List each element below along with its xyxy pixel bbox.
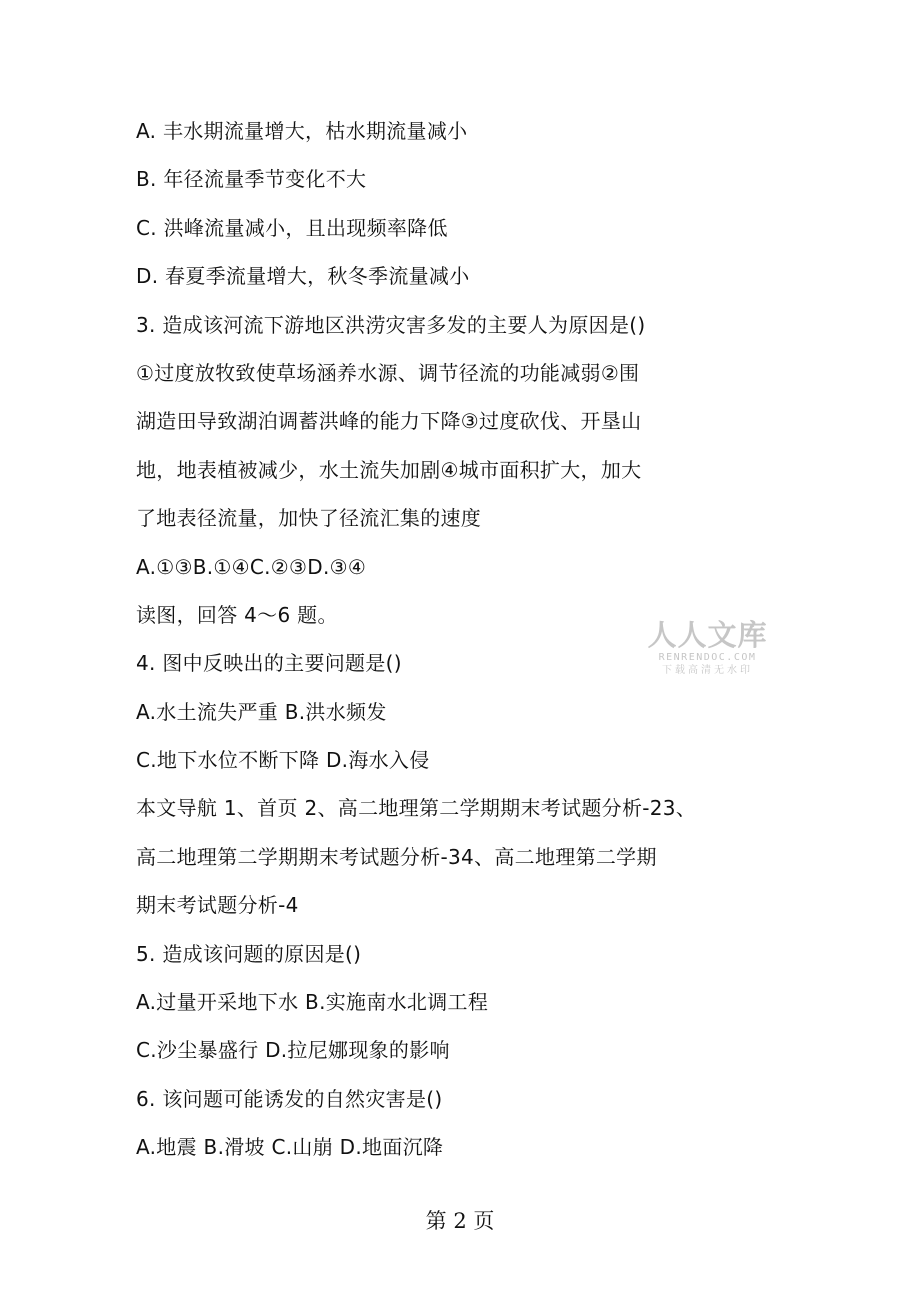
watermark-title: 人人文库: [647, 618, 768, 652]
question-3-text-line-1: ①过度放牧致使草场涵养水源、调节径流的功能减弱②围: [136, 360, 640, 385]
watermark-subtitle: 下载高清无水印: [662, 665, 753, 676]
article-navigation-line-3: 期末考试题分析-4: [136, 893, 299, 918]
question-6: 6. 该问题可能诱发的自然灾害是(): [136, 1086, 443, 1111]
option-c-q2: C. 洪峰流量减小，且出现频率降低: [136, 215, 448, 240]
reading-instruction: 读图，回答 4〜6 题。: [136, 602, 338, 627]
question-3-text-line-2: 湖造田导致湖泊调蓄洪峰的能力下降③过度砍伐、开垦山: [136, 409, 642, 434]
article-navigation-line-2: 高二地理第二学期期末考试题分析-34、高二地理第二学期: [136, 844, 657, 869]
question-5-options-cd: C.沙尘暴盛行 D.拉尼娜现象的影响: [136, 1038, 450, 1063]
question-3-text-line-4: 了地表径流量，加快了径流汇集的速度: [136, 506, 482, 531]
question-3: 3. 造成该河流下游地区洪涝灾害多发的主要人为原因是(): [136, 312, 646, 337]
article-navigation-line-1: 本文导航 1、首页 2、高二地理第二学期期末考试题分析-23、: [136, 796, 697, 821]
question-4: 4. 图中反映出的主要问题是(): [136, 651, 402, 676]
watermark-url: RENRENDOC.COM: [658, 652, 757, 663]
page-number: 第 2 页: [425, 1209, 495, 1233]
option-d-q2: D. 春夏季流量增大，秋冬季流量减小: [136, 264, 470, 289]
question-4-options-ab: A.水土流失严重 B.洪水频发: [136, 699, 387, 724]
question-4-options-cd: C.地下水位不断下降 D.海水入侵: [136, 748, 430, 773]
question-3-text-line-3: 地，地表植被减少，水土流失加剧④城市面积扩大，加大: [136, 457, 642, 482]
question-6-options: A.地震 B.滑坡 C.山崩 D.地面沉降: [136, 1135, 444, 1160]
question-5: 5. 造成该问题的原因是(): [136, 941, 362, 966]
option-a-q2: A. 丰水期流量增大，枯水期流量减小: [136, 119, 468, 143]
option-b-q2: B. 年径流量季节变化不大: [136, 167, 367, 192]
question-5-options-ab: A.过量开采地下水 B.实施南水北调工程: [136, 990, 489, 1015]
question-3-options: A.①③B.①④C.②③D.③④: [136, 554, 367, 579]
watermark: [640, 618, 775, 678]
